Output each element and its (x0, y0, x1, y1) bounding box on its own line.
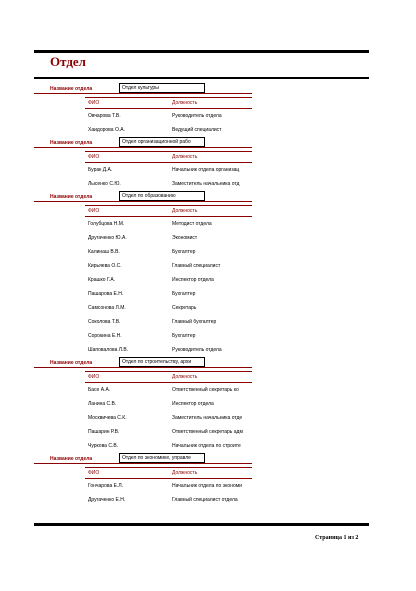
department-group-header (0, 137, 416, 151)
column-fio-header: ФИО (88, 470, 100, 476)
employee-row (0, 329, 416, 343)
department-name-field: Отдел по экономике, управле (119, 453, 205, 463)
employee-row (0, 259, 416, 273)
employee-name: Самсонова Л.М. (88, 305, 126, 311)
employee-row (0, 425, 416, 439)
department-rule (34, 147, 252, 148)
employee-row (0, 411, 416, 425)
employee-position: Начальник отдела по строите (172, 443, 241, 449)
employee-name: Соколова Т.В. (88, 319, 121, 325)
column-fio-header: ФИО (88, 374, 100, 380)
column-fio-header: ФИО (88, 208, 100, 214)
employee-position: Главный специалист отдела (172, 497, 238, 503)
employee-name: Пашарин Р.В. (88, 429, 120, 435)
employee-name: Лысенко С.Ю. (88, 181, 121, 187)
title-rule (34, 77, 369, 79)
employee-position: Заместитель начальника отде (172, 415, 243, 421)
employee-row (0, 287, 416, 301)
employee-row (0, 273, 416, 287)
employee-position: Руководитель отдела (172, 347, 222, 353)
employee-name: Гончарова Е.Л. (88, 483, 124, 489)
department-group-header (0, 83, 416, 97)
employee-row (0, 315, 416, 329)
employee-name: Пашарова Е.Н. (88, 291, 124, 297)
employee-row (0, 177, 416, 191)
employee-row (0, 123, 416, 137)
employee-position: Инспектор отдела (172, 401, 214, 407)
employee-row (0, 245, 416, 259)
department-label: Название отдела (50, 86, 93, 92)
employee-name: Другаченко Ю.А. (88, 235, 127, 241)
employee-position: Ведущий специалист (172, 127, 222, 133)
employee-position: Главный бухгалтер (172, 319, 217, 325)
employee-position: Инспектор отдела (172, 277, 214, 283)
employee-row (0, 343, 416, 357)
column-header (85, 151, 252, 163)
employee-name: Овчарова Т.В. (88, 113, 121, 119)
employee-position: Ответственный секретарь адм (172, 429, 243, 435)
department-group-header (0, 453, 416, 467)
employee-position: Начальник отдела организац (172, 167, 240, 173)
department-label: Название отдела (50, 360, 93, 366)
employee-row (0, 397, 416, 411)
column-header (85, 467, 252, 479)
employee-row (0, 479, 416, 493)
column-position-header: Должность (172, 374, 198, 380)
employee-row (0, 301, 416, 315)
column-position-header: Должность (172, 470, 198, 476)
department-name-field: Отдел организационной рабо (119, 137, 205, 147)
employee-row (0, 109, 416, 123)
employee-position: Ответственный секретарь ко (172, 387, 239, 393)
employee-name: Сорокина Е.Н. (88, 333, 122, 339)
employee-name: Калинаш В.В. (88, 249, 120, 255)
employee-name: Бурак Д.А. (88, 167, 113, 173)
department-label: Название отдела (50, 140, 93, 146)
employee-position: Бухгалтер (172, 291, 196, 297)
employee-position: Главный специалист (172, 263, 221, 269)
column-fio-header: ФИО (88, 154, 100, 160)
employee-row (0, 493, 416, 507)
employee-position: Бухгалтер (172, 249, 196, 255)
employee-position: Экономист (172, 235, 198, 241)
employee-name: Другаченко Е.Н. (88, 497, 126, 503)
employee-position: Заместитель начальника отд (172, 181, 240, 187)
employee-row (0, 439, 416, 453)
department-rule (34, 201, 252, 202)
column-header (85, 205, 252, 217)
employee-row (0, 231, 416, 245)
department-name-field: Отдел по образованию (119, 191, 205, 201)
department-name-field: Отдел культуры (119, 83, 205, 93)
department-rule (34, 463, 252, 464)
department-group-header (0, 191, 416, 205)
department-rule (34, 93, 252, 94)
bottom-rule (34, 523, 369, 526)
employee-row (0, 383, 416, 397)
column-position-header: Должность (172, 100, 198, 106)
column-header (85, 97, 252, 109)
employee-row (0, 163, 416, 177)
employee-name: Ланина С.В. (88, 401, 117, 407)
employee-name: Москвичева С.К. (88, 415, 127, 421)
top-rule (34, 50, 369, 53)
employee-name: Шаповалова Л.В. (88, 347, 129, 353)
employee-name: Кирьяева О.С. (88, 263, 122, 269)
department-rule (34, 367, 252, 368)
employee-name: Басе А.А. (88, 387, 111, 393)
employee-position: Бухгалтер (172, 333, 196, 339)
column-header (85, 371, 252, 383)
employee-name: Чуркова С.В. (88, 443, 119, 449)
department-name-field: Отдел по строительству, архи (119, 357, 205, 367)
employee-name: Хаидорова О.А. (88, 127, 125, 133)
employee-position: Методист отдела (172, 221, 212, 227)
employee-position: Начальник отдела по экономи (172, 483, 242, 489)
report-title: Отдел (50, 54, 86, 69)
employee-position: Секретарь (172, 305, 197, 311)
employee-position: Руководитель отдела (172, 113, 222, 119)
column-position-header: Должность (172, 208, 198, 214)
page-number: Страница 1 из 2 (315, 535, 359, 541)
employee-row (0, 217, 416, 231)
department-label: Название отдела (50, 456, 93, 462)
department-group-header (0, 357, 416, 371)
column-position-header: Должность (172, 154, 198, 160)
report-body (0, 83, 416, 507)
column-fio-header: ФИО (88, 100, 100, 106)
employee-name: Крашко Г.А. (88, 277, 116, 283)
employee-name: Голубцова Н.М. (88, 221, 125, 227)
department-label: Название отдела (50, 194, 93, 200)
